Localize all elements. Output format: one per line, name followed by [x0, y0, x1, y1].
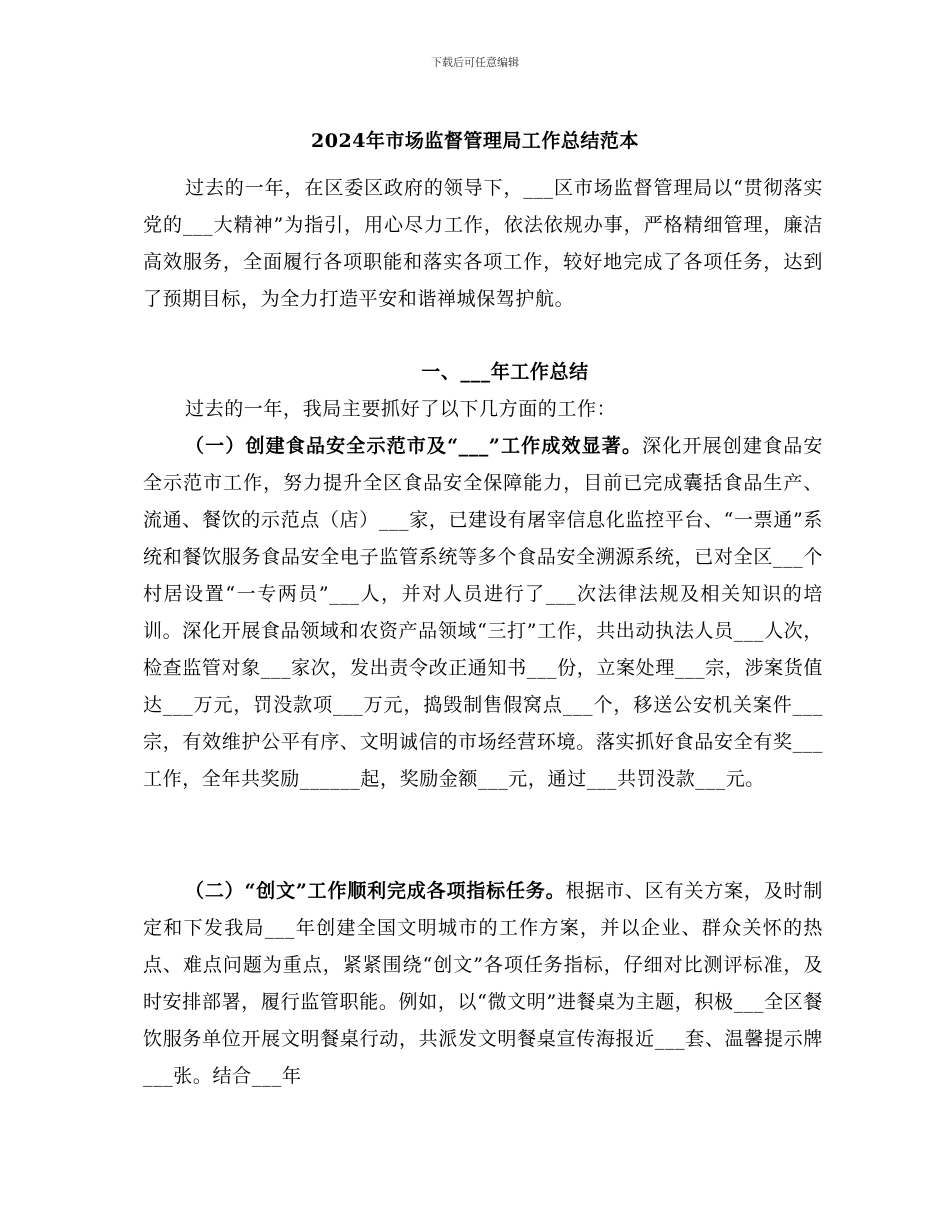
item-2-body: 根据市、区有关方案，及时制定和下发我局___年创建全国文明城市的工作方案，并以企业、群众关怀的热点、难点问题为重点，紧紧围绕“创文”各项任务指标，仔细对比测评标准，及时安排部署，履行监管职能。例如，以“微文明”进餐桌为主题，积极___全区餐饮服务单位开展文明餐桌行动，共派发文明餐桌宣传海报近___套、温馨提示牌___张。结合___年 — [143, 880, 824, 1087]
intro-paragraph: 过去的一年，在区委区政府的领导下，___区市场监督管理局以“贯彻落实党的___大精神”为指引，用心尽力工作，依法依规办事，严格精细管理，廉洁高效服务，全面履行各项职能和落实各项工作，较好地完成了各项任务，达到了预期目标，为全力打造平安和谐禅城保驾护航。 — [143, 177, 823, 310]
item-2-heading: （二）“创文”工作顺利完成各项指标任务。 — [185, 880, 566, 902]
item-2-paragraph — [143, 873, 823, 1095]
section-intro-paragraph: 过去的一年，我局主要抓好了以下几方面的工作： — [185, 398, 617, 420]
document-title: 2024年市场监督管理局工作总结范本 — [311, 130, 639, 152]
section-heading-1: 一、___年工作总结 — [421, 361, 589, 383]
item-1-paragraph — [143, 428, 823, 798]
item-1-body: 深化开展创建食品安全示范市工作，努力提升全区食品安全保障能力，目前已完成囊括食品生产、流通、餐饮的示范点（店）___家，已建设有屠宰信息化监控平台、“一票通”系统和餐饮服务食品安全电子监管系统等多个食品安全溯源系统，已对全区___个村居设置“一专两员”___人，并对人员进行了___次法律法规及相关知识的培训。深化开展食品领域和农资产品领域“三打”工作，共出动执法人员___人次，检查监管对象___家次，发出责令改正通知书___份，立案处理___宗，涉案货值达___万元，罚没款项___万元，捣毁制售假窝点___个，移送公安机关案件___宗，有效维护公平有序、文明诚信的市场经营环境。落实抓好食品安全有奖___工作，全年共奖励______起，奖励金额___元，通过___共罚没款___元。 — [143, 435, 824, 790]
item-1-heading: （一）创建食品安全示范市及“___”工作成效显著。 — [185, 435, 643, 457]
header-note: 下载后可任意编辑 — [431, 56, 519, 69]
